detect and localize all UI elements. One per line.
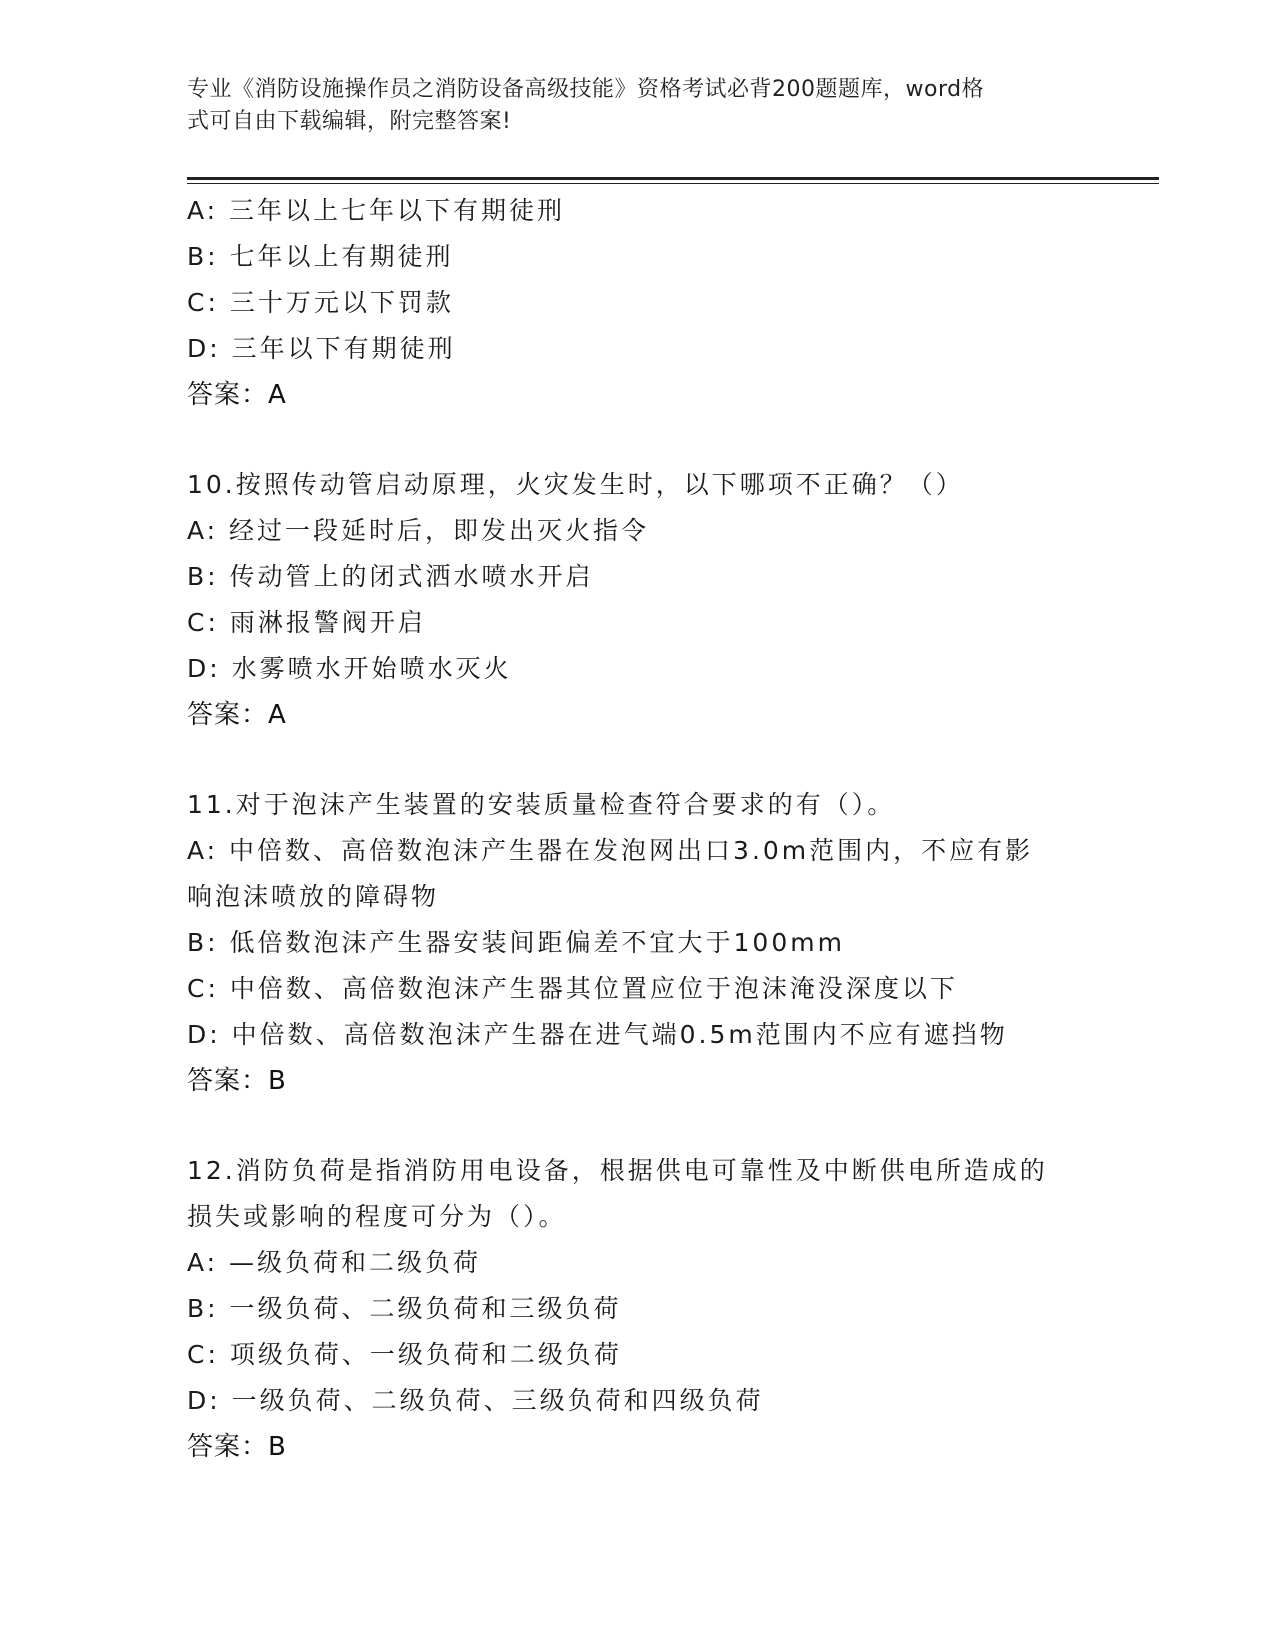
option-a: A: —级负荷和二级负荷 <box>187 1248 482 1277</box>
spacer <box>187 418 1107 462</box>
option-a: A: 经过一段延时后，即发出灭火指令 <box>187 516 650 545</box>
spacer <box>187 738 1107 782</box>
header-divider-thin <box>187 183 1159 184</box>
option-b: B: 低倍数泡沫产生器安装间距偏差不宜大于100mm <box>187 928 845 957</box>
question-stem: 12.消防负荷是指消防用电设备，根据供电可靠性及中断供电所造成的 <box>187 1156 1048 1185</box>
option-b: B: 传动管上的闭式洒水喷水开启 <box>187 562 594 591</box>
question-stem: 10.按照传动管启动原理，火灾发生时，以下哪项不正确？（） <box>187 470 964 499</box>
answer-label: 答案：A <box>187 700 287 730</box>
header-line-1: 专业《消防设施操作员之消防设备高级技能》资格考试必背200题题库，word格 <box>187 77 985 102</box>
option-b: B: 七年以上有期徒刑 <box>187 242 454 271</box>
answer-label: 答案：A <box>187 380 287 410</box>
question-9 <box>187 188 1107 418</box>
spacer <box>187 1104 1107 1148</box>
option-d: D: 一级负荷、二级负荷、三级负荷和四级负荷 <box>187 1386 764 1415</box>
question-10 <box>187 462 1107 738</box>
question-stem-continued: 损失或影响的程度可分为（）。 <box>187 1202 567 1231</box>
option-a-continued: 响泡沫喷放的障碍物 <box>187 882 440 911</box>
option-c: C: 三十万元以下罚款 <box>187 288 454 317</box>
answer-label: 答案：B <box>187 1066 287 1096</box>
option-c: C: 雨淋报警阀开启 <box>187 608 426 637</box>
question-11 <box>187 782 1107 1104</box>
option-b: B: 一级负荷、二级负荷和三级负荷 <box>187 1294 622 1323</box>
question-list <box>187 188 1107 1470</box>
question-12 <box>187 1148 1107 1470</box>
answer-label: 答案：B <box>187 1432 287 1462</box>
option-d: D: 三年以下有期徒刑 <box>187 334 456 363</box>
document-header <box>187 74 1087 138</box>
option-a: A: 中倍数、高倍数泡沫产生器在发泡网出口3.0m范围内，不应有影 <box>187 836 1034 865</box>
option-c: C: 中倍数、高倍数泡沫产生器其位置应位于泡沫淹没深度以下 <box>187 974 958 1003</box>
header-line-2: 式可自由下载编辑，附完整答案! <box>187 109 512 134</box>
option-c: C: 项级负荷、一级负荷和二级负荷 <box>187 1340 622 1369</box>
option-d: D: 中倍数、高倍数泡沫产生器在进气端0.5m范围内不应有遮挡物 <box>187 1020 1008 1049</box>
option-d: D: 水雾喷水开始喷水灭火 <box>187 654 512 683</box>
header-divider-thick <box>187 177 1159 180</box>
option-a: A: 三年以上七年以下有期徒刑 <box>187 196 566 225</box>
question-stem: 11.对于泡沫产生装置的安装质量检查符合要求的有（）。 <box>187 790 896 819</box>
